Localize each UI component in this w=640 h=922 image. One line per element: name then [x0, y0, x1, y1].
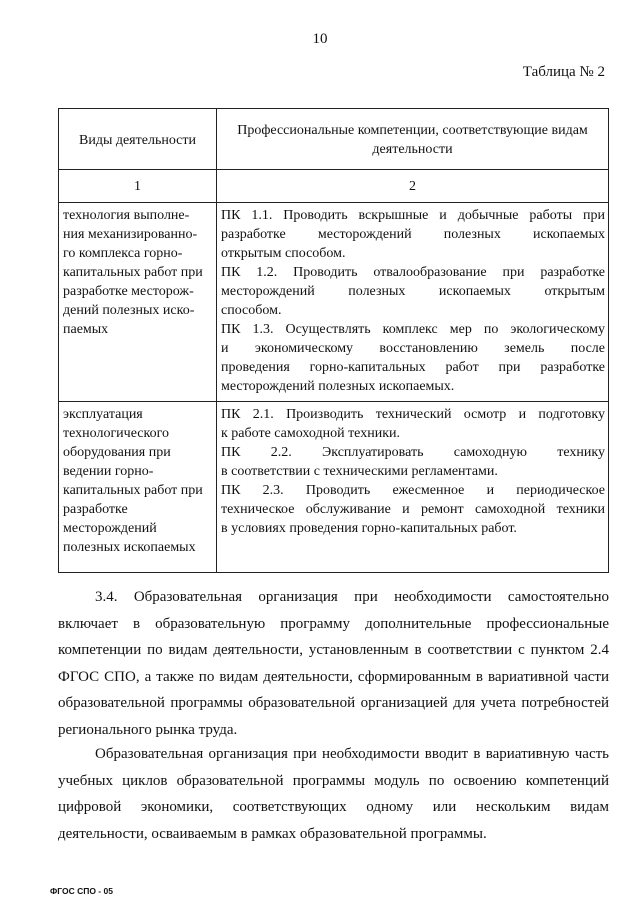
footer-standard-code: ФГОС СПО - 05	[50, 886, 113, 896]
paragraph-digital-economy	[58, 741, 609, 847]
competency-line: ПК 2.2. Эксплуатировать самоходную технику	[221, 445, 605, 460]
activity-line: ния механизированно-	[63, 227, 198, 242]
activity-line: разработке	[63, 502, 128, 517]
competency-line: в условиях проведения горно-капитальных работ.	[221, 521, 517, 536]
paragraph-line: учебных циклов образовательной программы модуль по освоению компетенций	[58, 772, 609, 789]
activity-line: оборудования при	[63, 445, 171, 460]
competency-line: месторождений полезных ископаемых.	[221, 379, 455, 394]
table-column-numbers-row	[59, 170, 609, 203]
competency-line: в соответствии с техническими регламентами.	[221, 464, 498, 479]
activity-line: го комплекса горно-	[63, 246, 183, 261]
competency-cell	[217, 402, 609, 573]
paragraph-3-4	[58, 584, 609, 743]
competency-cell	[217, 203, 609, 402]
activity-line: полезных ископаемых	[63, 540, 196, 555]
paragraph-line: 3.4. Образовательная организация при необходимости самостоятельно	[95, 589, 609, 605]
table-row	[59, 203, 609, 402]
activity-cell	[59, 203, 217, 402]
column-number: 1	[59, 170, 217, 203]
competency-line: проведения горно-капитальных работ при разработке	[221, 360, 605, 375]
competency-line: техническое обслуживание и ремонт самоходной техники	[221, 502, 605, 517]
activity-line: месторождений	[63, 521, 157, 536]
activity-line: технологического	[63, 426, 169, 441]
competencies-table	[58, 108, 609, 573]
paragraph-line: регионального рынка труда.	[58, 721, 238, 738]
paragraph-line: включает в образовательную программу дополнительные профессиональные	[58, 615, 609, 632]
table-header-row	[59, 109, 609, 170]
table-label: Таблица № 2	[522, 64, 605, 80]
activity-line: разработке месторож-	[63, 284, 194, 299]
paragraph-line: образовательной программы образовательной организацией для учета потребностей	[58, 695, 609, 711]
header-competencies-line: деятельности	[372, 142, 453, 157]
header-competencies-line: Профессиональные компетенции, соответствующие видам	[237, 123, 588, 138]
activity-cell	[59, 402, 217, 573]
column-number: 2	[217, 170, 609, 203]
competency-line: и экономическому восстановлению земель после	[221, 341, 605, 356]
paragraph-line: деятельности, осваиваемым в рамках образовательной программы.	[58, 825, 487, 842]
activity-line: капитальных работ при	[63, 265, 203, 280]
competency-line: ПК 2.1. Производить технический осмотр и подготовку	[221, 407, 605, 422]
competency-line: к работе самоходной техники.	[221, 426, 400, 441]
page-number: 10	[312, 31, 328, 47]
competency-line: способом.	[221, 303, 282, 318]
activity-line: капитальных работ при	[63, 483, 203, 498]
competency-line: открытым способом.	[221, 246, 346, 261]
table-row	[59, 402, 609, 573]
header-competencies	[217, 109, 609, 170]
competency-line: ПК 2.3. Проводить ежесменное и периодическое	[221, 483, 605, 498]
competency-line: ПК 1.2. Проводить отвалообразование при разработке	[221, 265, 605, 280]
competency-line: месторождений полезных ископаемых открытым	[221, 284, 605, 299]
competency-line: разработке месторождений полезных ископаемых	[221, 227, 605, 242]
activity-line: эксплуатация	[63, 407, 143, 422]
header-activities: Виды деятельности	[59, 109, 217, 170]
activity-line: технология выполне-	[63, 208, 190, 223]
paragraph-line: компетенции по видам деятельности, установленным в соответствии с пунктом 2.4	[58, 642, 609, 658]
paragraph-line: цифровой экономики, соответствующих одному или нескольким видам	[58, 799, 609, 815]
competency-line: ПК 1.1. Проводить вскрышные и добычные работы при	[221, 208, 605, 223]
activity-line: ведении горно-	[63, 464, 154, 479]
paragraph-line: Образовательная организация при необходимости вводит в вариативную часть	[95, 746, 609, 762]
activity-line: дений полезных иско-	[63, 303, 195, 318]
competency-line: ПК 1.3. Осуществлять комплекс мер по экологическому	[221, 322, 605, 337]
paragraph-line: ФГОС СПО, а также по видам деятельности, сформированным в вариативной части	[58, 668, 609, 685]
activity-line: паемых	[63, 322, 109, 337]
